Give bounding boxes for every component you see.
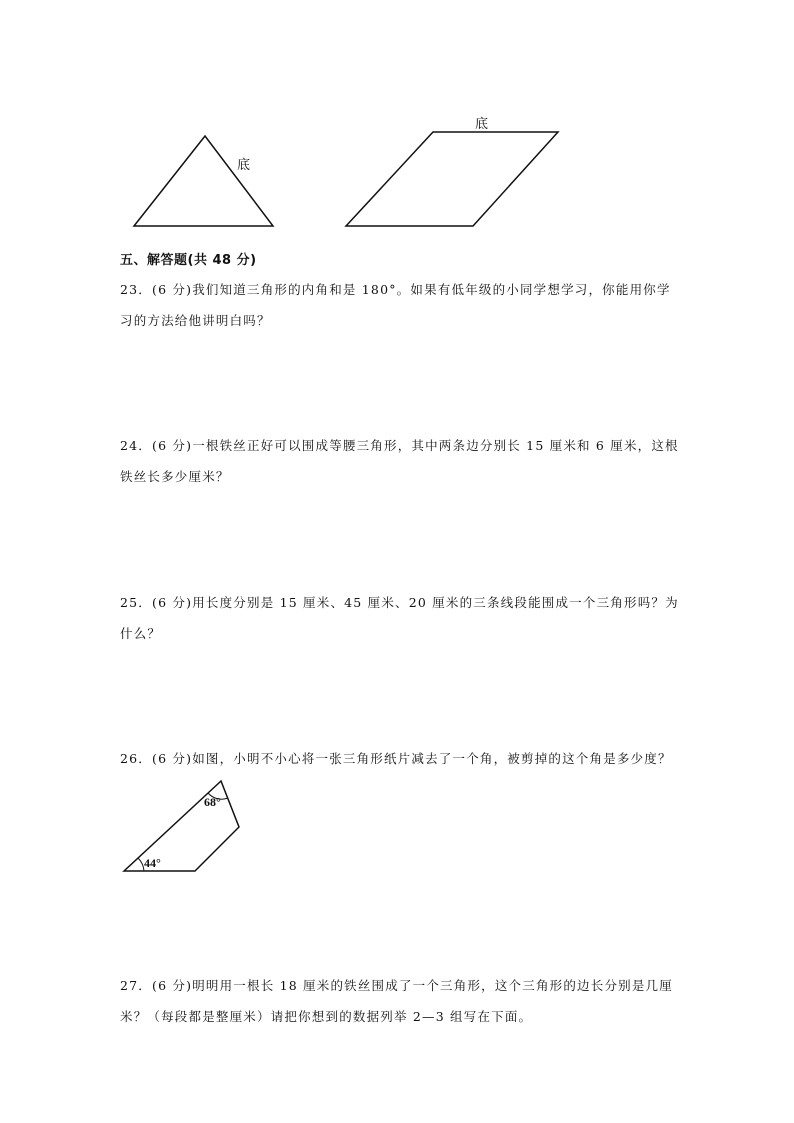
parallelogram-base-label: 底 xyxy=(475,117,489,132)
question-number: 27． xyxy=(120,978,153,993)
question-27 xyxy=(120,970,680,1032)
question-text: (6 分)用长度分别是 15 厘米、45 厘米、20 厘米的三条线段能围成一个三角形吗？为什么？ xyxy=(120,595,679,641)
question-number: 26． xyxy=(120,751,153,766)
question-text: (6 分)一根铁丝正好可以围成等腰三角形，其中两条边分别长 15 厘米和 6 厘米，这根铁丝长多少厘米？ xyxy=(120,438,679,484)
cut-triangle-shape xyxy=(124,781,239,871)
question-text: (6 分)如图，小明不小心将一张三角形纸片减去了一个角，被剪掉的这个角是多少度？ xyxy=(152,751,672,766)
question-text: (6 分)明明用一根长 18 厘米的铁丝围成了一个三角形，这个三角形的边长分别是几厘米？（每段都是整厘米）请把你想到的数据列举 2—3 组写在下面。 xyxy=(120,978,673,1024)
question-text: (6 分)我们知道三角形的内角和是 180°。如果有低年级的小同学想学习，你能用你学习的方法给他讲明白吗？ xyxy=(120,282,671,328)
question-number: 25． xyxy=(120,595,153,610)
question-number: 24． xyxy=(120,438,153,453)
angle-label-44: 44° xyxy=(144,856,161,870)
question-number: 23． xyxy=(120,282,153,297)
angle-label-68: 68° xyxy=(204,795,221,809)
triangle-base-label: 底 xyxy=(237,158,251,173)
section-title: 五、解答题(共 48 分) xyxy=(120,253,257,268)
